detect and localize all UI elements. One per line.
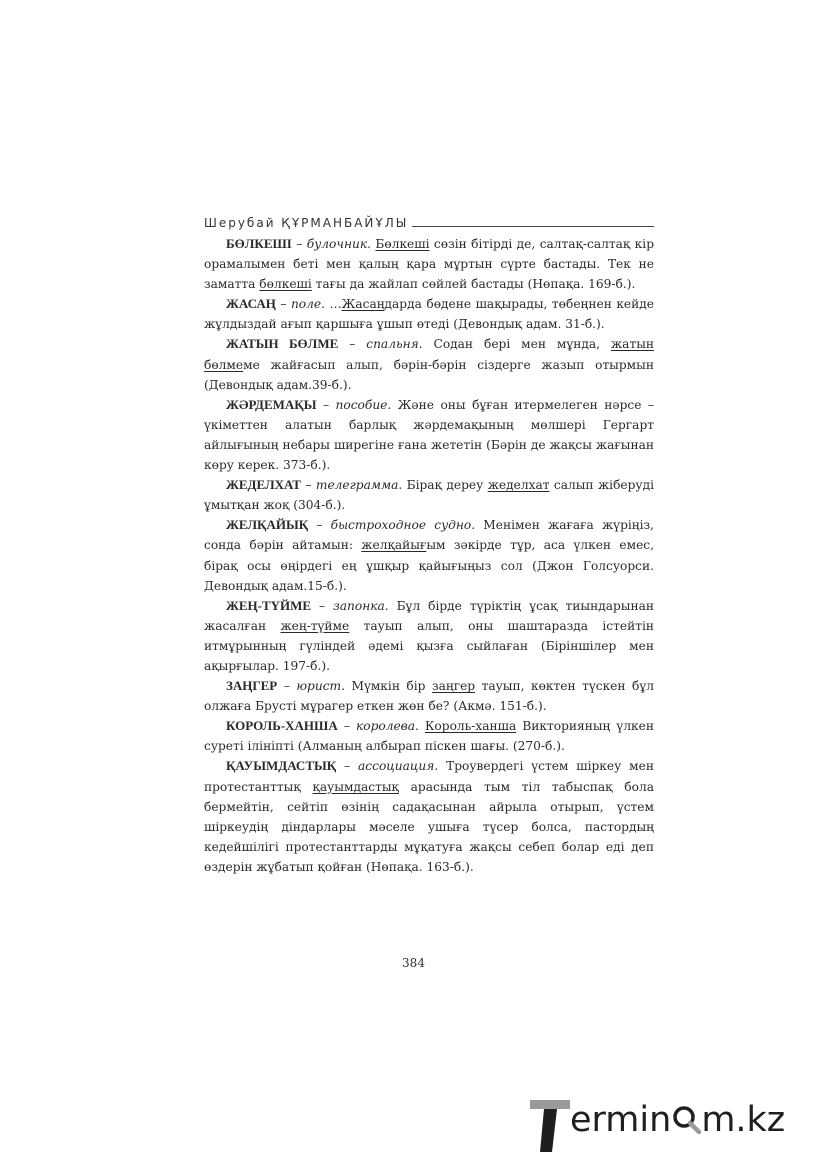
dictionary-entry xyxy=(204,334,654,394)
entry-term: ЖАТЫН БӨЛМЕ xyxy=(226,336,339,352)
dictionary-entry xyxy=(204,596,654,676)
entry-example-text: тауып, көктен түскен бұл олжаға Брусті мұрагер еткен жөн бе? (Акмә. 151-б.). xyxy=(204,679,654,714)
entry-term: ҚАУЫМДАСТЫҚ xyxy=(226,758,337,774)
entry-dash: – xyxy=(300,478,316,493)
entry-translation: юрист. xyxy=(296,679,345,694)
dictionary-entry xyxy=(204,515,654,595)
entry-translation: запонка. xyxy=(333,598,389,613)
entry-dash: – xyxy=(311,598,334,613)
entry-term: ЖАСАҢ xyxy=(226,296,276,312)
entry-dash: – xyxy=(336,759,359,774)
entry-example-text: салып жіберуді ұмытқан жоқ (304-б.). xyxy=(204,478,654,513)
entry-dash: – xyxy=(316,397,336,412)
entry-underlined-term: қауымдастық xyxy=(312,779,399,794)
entry-underlined-term: бөлкеші xyxy=(259,277,312,292)
entry-example-text: Және оны бұған итермелеген нәрсе – үкіметтен алатын барлық жәрдемақының мөлшері Гергарт айлығының небары ширегіне ғана жететін (Бәрін де жақсы жағынан көру керек. 373-б.). xyxy=(204,397,655,473)
header-author: Шерубай ҚҰРМАНБАЙҰЛЫ xyxy=(204,216,409,230)
entry-term: ЗАҢГЕР xyxy=(226,678,278,694)
entry-example-text: Троувердегі үстем шіркеу мен протестанттық xyxy=(204,759,654,794)
entry-example-text: ым зәкірде тұр, аса үлкен емес, бірақ осы өңірдегі ең ұшқыр қайығыңыз сол (Джон Голсуорси. Девондық адам.15-б.). xyxy=(204,538,655,593)
magnifier-o-icon xyxy=(671,1103,701,1133)
header-rule xyxy=(412,226,654,227)
entry-example-text: тағы да жайлап сөйлей бастады (Нөпақа. 169-б.). xyxy=(311,277,636,292)
dictionary-entry xyxy=(204,294,654,334)
entry-example-text: Бұл бірде түріктің ұсақ тиындарынан жасалған xyxy=(204,598,654,633)
running-header xyxy=(204,210,654,230)
entry-dash: – xyxy=(337,719,356,734)
entry-translation: пособие. xyxy=(335,397,392,412)
entry-underlined-term: жең-түйме xyxy=(280,618,350,633)
entry-example-text: ме жайғасып алып, бәрін-бәрін сіздерге жазып отырмын (Девондық адам.39-б.). xyxy=(204,357,654,392)
entry-example-text: дарда бөдене шақырады, төбеңнен кейде жұлдыздай ағып қаршыға ұшып өтеді (Девондық адам. 31-б.). xyxy=(204,297,654,332)
entry-example-text: арасында тым тіл табыспақ бола бермейтін, сейтіп өзінің садақасынан айрыла отырып, үстем шіркеудің діндарлары мәселе ушыға түсер болса, пастордың кедейшілігі протестанттарды мұқатуға жақсы себеп болар еді деп өздерін жұбатып қойған (Нөпақа. 163-б.). xyxy=(204,779,654,874)
entry-term: ЖЕЛҚАЙЫҚ xyxy=(226,517,309,533)
entry-underlined-term: Король-ханша xyxy=(425,719,517,734)
logo-t-icon xyxy=(530,1098,570,1154)
termincom-logo[interactable] xyxy=(526,1096,826,1156)
entry-translation: ассоциация. xyxy=(358,759,439,774)
dictionary-entry xyxy=(204,475,654,515)
dictionary-entry xyxy=(204,676,654,716)
entry-underlined-term: жатын бөлме xyxy=(204,337,655,372)
entry-example-text: Викторияның үлкен суреті ілініпті (Алманың албырап піскен шағы. (270-б.). xyxy=(204,719,655,754)
entry-translation: поле. … xyxy=(290,297,342,312)
entry-term: БӨЛКЕШІ xyxy=(226,236,292,251)
entry-example-text: Менімен жағаға жүріңіз, сонда бәрін айтамын: xyxy=(204,518,655,553)
page-number: 384 xyxy=(402,956,425,970)
entry-example-text: Бірақ дереу xyxy=(402,478,488,493)
entry-underlined-term: Жасаң xyxy=(341,297,385,312)
entry-example-text: тауып алып, оны шаштаразда істейтін итмұрынның гүліндей әдемі қызға сыйлаған (Біріншілер мен ақырғылар. 197-б.). xyxy=(204,618,654,673)
entry-dash: – xyxy=(277,679,297,694)
entry-term: ЖЕДЕЛХАТ xyxy=(226,477,301,493)
entry-dash: – xyxy=(308,518,331,533)
entry-translation: телеграмма. xyxy=(315,478,403,493)
entry-underlined-term: Бөлкеші xyxy=(375,237,430,251)
entry-underlined-term: жеделхат xyxy=(487,478,550,493)
entry-dash: – xyxy=(275,297,291,312)
entry-term: ЖӘРДЕМАҚЫ xyxy=(226,396,317,412)
entry-translation: быстроходное судно. xyxy=(330,518,476,533)
entry-example-text: Содан бері мен мұнда, xyxy=(422,337,611,352)
entry-example-text: сөзін бітірді де, салтақ-салтақ кір орамалымен беті мен қалың қара мұртын сүрте бастады. Тек не заматта xyxy=(204,237,655,292)
entry-translation: королева. xyxy=(355,719,419,734)
entry-underlined-term: желқайығ xyxy=(361,538,427,553)
entry-underlined-term: заңгер xyxy=(431,679,476,694)
dictionary-entry xyxy=(204,716,654,756)
entry-term: КОРОЛЬ-ХАНША xyxy=(226,718,338,734)
entry-dash: – xyxy=(338,337,367,352)
entry-translation: спальня. xyxy=(366,337,423,352)
entry-example-text: Мүмкін бір xyxy=(344,679,432,694)
dictionary-entry xyxy=(204,756,654,877)
dictionary-entry xyxy=(204,395,654,475)
logo-text: ermin m.kz xyxy=(570,1100,786,1140)
entry-dash: – xyxy=(291,237,307,251)
entry-term: ЖЕҢ-ТҮЙМЕ xyxy=(226,597,312,613)
dictionary-entries xyxy=(204,234,654,877)
entry-translation: булочник. xyxy=(306,237,371,251)
dictionary-entry xyxy=(204,234,654,294)
